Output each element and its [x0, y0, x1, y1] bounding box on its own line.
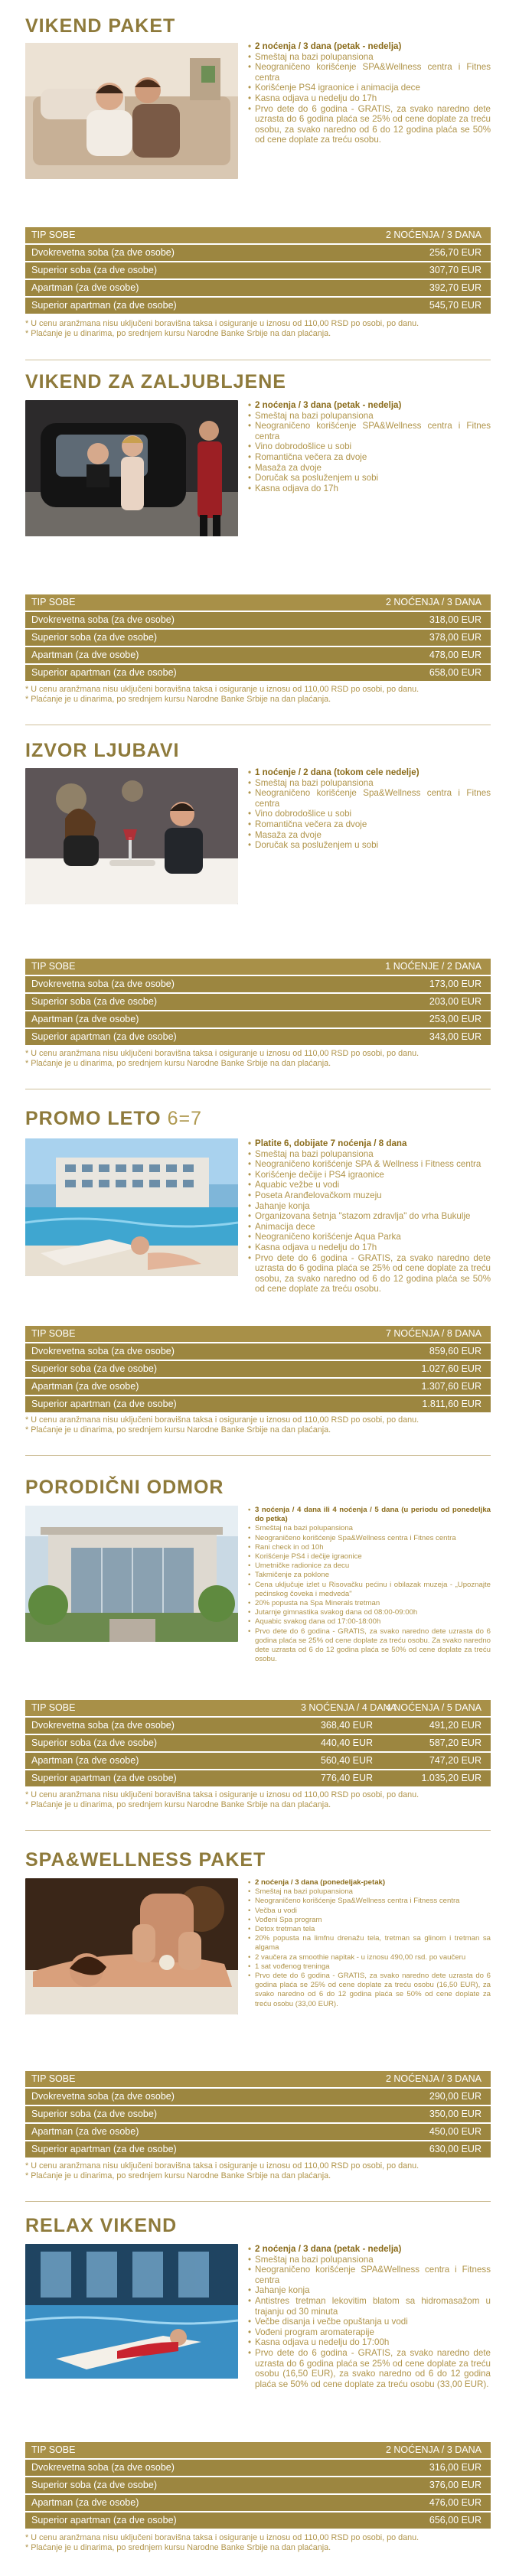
couple-dinner-photo — [25, 768, 238, 904]
room-type-label: Superior soba (za dve osobe) — [31, 2480, 157, 2490]
price-table-row — [25, 262, 491, 278]
price-table-row — [25, 1735, 491, 1751]
price-value: 440,40 EUR — [320, 1737, 374, 1748]
price-value: 173,00 EUR — [429, 979, 481, 989]
hotel-entrance-photo — [25, 1506, 238, 1642]
header-duration: 3 NOĆENJA / 4 DANA — [301, 1702, 397, 1713]
package-feature-item: • Smeštaj na bazi polupansiona — [247, 1149, 491, 1160]
package-features-list — [247, 767, 491, 851]
price-table-header — [25, 1700, 491, 1716]
package-feature-item: • Organizovana šetnja "stazom zdravlja" do vrha Bukulje — [247, 1211, 491, 1222]
package-section — [0, 15, 519, 375]
room-type-label: Superior apartman (za dve osobe) — [31, 1031, 177, 1042]
room-type-label: Apartman (za dve osobe) — [31, 1755, 139, 1766]
package-title — [25, 2215, 177, 2237]
room-type-label: Dvokrevetna soba (za dve osobe) — [31, 2091, 175, 2102]
price-table-row — [25, 1753, 491, 1769]
header-room-type: TIP SOBE — [31, 2444, 76, 2455]
note-line: * Plaćanje je u dinarima, po srednjem kursu Narodne Banke Srbije na dan plaćanja. — [25, 2171, 331, 2180]
price-table-header — [25, 227, 491, 243]
package-title-text: PROMO LETO — [25, 1108, 162, 1129]
package-feature-item: • Romantična večera za dvoje — [247, 452, 491, 463]
header-duration: 4 NOĆENJA / 5 DANA — [385, 1702, 481, 1713]
note-line: * Plaćanje je u dinarima, po srednjem kursu Narodne Banke Srbije na dan plaćanja. — [25, 695, 331, 704]
room-type-label: Apartman (za dve osobe) — [31, 282, 139, 293]
price-value: 1.035,20 EUR — [421, 1773, 481, 1783]
package-feature-item: • Smeštaj na bazi polupansiona — [247, 778, 491, 789]
price-table-row — [25, 280, 491, 296]
package-feature-item: • Neograničeno korišćenje SPA&Wellness centra i Fitnes centra — [247, 421, 491, 441]
couple-dinner-photo-image — [25, 768, 238, 904]
package-feature-item: • Vino dobrodošlice u sobi — [247, 441, 491, 452]
package-feature-item: • Aquabic vežbe u vodi — [247, 1180, 491, 1190]
package-feature-item: • Rani check in od 10h — [247, 1543, 491, 1552]
package-notes — [25, 1790, 500, 1810]
package-feature-item: • Doručak sa posluženjem u sobi — [247, 840, 491, 851]
package-feature-item: • Kasna odjava u nedelju do 17h — [247, 93, 491, 104]
section-divider — [25, 1455, 491, 1456]
package-feature-item: • Večbe disanja i večbe opuštanja u vodi — [247, 2317, 491, 2327]
price-table-row — [25, 2512, 491, 2529]
price-table-row — [25, 1029, 491, 1045]
price-table-row — [25, 298, 491, 314]
price-value: 307,70 EUR — [429, 265, 481, 275]
package-title-text: RELAX VIKEND — [25, 2215, 178, 2236]
package-feature-item: • Neograničeno korišćenje Spa&Wellness centra i Fitnes centra — [247, 788, 491, 809]
room-type-label: Dvokrevetna soba (za dve osobe) — [31, 1720, 175, 1731]
price-value: 478,00 EUR — [429, 650, 481, 660]
package-feature-item: • 2 noćenja / 3 dana (petak - nedelja) — [247, 2244, 491, 2255]
package-title — [25, 371, 286, 393]
package-feature-item: • Jahanje konja — [247, 2285, 491, 2296]
package-feature-item: • Neograničeno korišćenje Spa&Wellness centra i Fitness centra — [247, 1897, 491, 1906]
package-title — [25, 1849, 266, 1871]
package-feature-item: • Prvo dete do 6 godina - GRATIS, za svako naredno dete uzrasta do 6 godina plaća se 25% od cene doplate za treću osobu. Za svako naredno dete uzrasta od 6 do 12 godina plaća se 50% od cene doplate za treću osobu. — [247, 1627, 491, 1665]
package-feature-item: • Korišćenje PS4 igraonice i animacija dece — [247, 83, 491, 93]
room-type-label: Superior soba (za dve osobe) — [31, 2109, 157, 2119]
price-value: 378,00 EUR — [429, 632, 481, 643]
package-feature-item: • Korišćenje dečije i PS4 igraonice — [247, 1170, 491, 1181]
room-type-label: Superior soba (za dve osobe) — [31, 1737, 157, 1748]
price-value: 776,40 EUR — [320, 1773, 374, 1783]
price-table-row — [25, 2089, 491, 2105]
package-section — [0, 1849, 519, 2209]
package-notes — [25, 1415, 500, 1435]
price-table-header — [25, 1326, 491, 1342]
package-title-text: VIKEND PAKET — [25, 15, 176, 37]
price-value: 256,70 EUR — [429, 247, 481, 258]
note-line: * Plaćanje je u dinarima, po srednjem kursu Narodne Banke Srbije na dan plaćanja. — [25, 329, 331, 338]
price-value: 658,00 EUR — [429, 667, 481, 678]
package-feature-item: • Cena uključuje izlet u Risovačku pećinu i obilazak muzeja - „Upoznajte pećinskog čoveka i medveda" — [247, 1581, 491, 1599]
price-value: 1.027,60 EUR — [421, 1363, 481, 1374]
price-table-row — [25, 1718, 491, 1734]
price-table-row — [25, 1396, 491, 1412]
price-value: 747,20 EUR — [429, 1755, 481, 1766]
note-line: * Plaćanje je u dinarima, po srednjem kursu Narodne Banke Srbije na dan plaćanja. — [25, 1059, 331, 1068]
package-title-text: PORODIČNI ODMOR — [25, 1477, 224, 1498]
price-table-row — [25, 1361, 491, 1377]
note-line: * Plaćanje je u dinarima, po srednjem kursu Narodne Banke Srbije na dan plaćanja. — [25, 1425, 331, 1435]
package-feature-item: • Masaža za dvoje — [247, 830, 491, 841]
package-feature-item: • 20% popusta na Spa Minerals tretman — [247, 1599, 491, 1608]
package-feature-item: • Smeštaj na bazi polupansiona — [247, 2255, 491, 2265]
room-type-label: Apartman (za dve osobe) — [31, 2497, 139, 2508]
price-table-row — [25, 2460, 491, 2476]
package-section — [0, 1477, 519, 1836]
room-type-label: Dvokrevetna soba (za dve osobe) — [31, 1346, 175, 1356]
package-feature-item: • Umetničke radionice za decu — [247, 1562, 491, 1571]
price-value: 587,20 EUR — [429, 1737, 481, 1748]
price-table-header — [25, 594, 491, 611]
package-feature-item: • Takmičenje za poklone — [247, 1571, 491, 1580]
hotel-pool-photo-image — [25, 1138, 238, 1276]
package-feature-item: • Kasna odjava u nedelju do 17h — [247, 1242, 491, 1253]
package-title — [25, 1477, 224, 1499]
price-value: 859,60 EUR — [429, 1346, 481, 1356]
package-feature-item: • Aquabic svakog dana od 17:00-18:00h — [247, 1617, 491, 1627]
package-features-list — [247, 1506, 491, 1664]
section-divider — [25, 2201, 491, 2202]
note-line: * Plaćanje je u dinarima, po srednjem kursu Narodne Banke Srbije na dan plaćanja. — [25, 2543, 331, 2552]
price-value: 392,70 EUR — [429, 282, 481, 293]
room-type-label: Dvokrevetna soba (za dve osobe) — [31, 979, 175, 989]
note-line: * U cenu aranžmana nisu uključeni boravišna taksa i osiguranje u iznosu od 110,00 RSD po osobi, po danu. — [25, 685, 419, 694]
price-table-row — [25, 2141, 491, 2158]
price-value: 476,00 EUR — [429, 2497, 481, 2508]
room-type-label: Superior soba (za dve osobe) — [31, 265, 157, 275]
package-feature-item: • Neograničeno korišćenje Spa&Wellness centra i Fitnes centra — [247, 1534, 491, 1543]
header-room-type: TIP SOBE — [31, 961, 76, 972]
package-title — [25, 15, 175, 37]
package-notes — [25, 1049, 500, 1069]
package-feature-item: • Antistres tretman lekovitim blatom sa hidromasažom u trajanju od 30 minuta — [247, 2296, 491, 2317]
package-title-text: VIKEND ZA ZALJUBLJENE — [25, 371, 286, 392]
price-table-row — [25, 2124, 491, 2140]
room-type-label: Superior apartman (za dve osobe) — [31, 667, 177, 678]
price-table-row — [25, 630, 491, 646]
price-value: 560,40 EUR — [320, 1755, 374, 1766]
massage-photo-image — [25, 1878, 238, 2014]
room-type-label: Superior soba (za dve osobe) — [31, 996, 157, 1007]
room-type-label: Superior apartman (za dve osobe) — [31, 1399, 177, 1409]
room-type-label: Apartman (za dve osobe) — [31, 2126, 139, 2137]
price-table-header — [25, 2071, 491, 2087]
package-section — [0, 371, 519, 731]
package-feature-item: • Prvo dete do 6 godina - GRATIS, za svako naredno dete uzrasta do 6 godina plaća se 25% od cene doplate za treću osobu (16,50 EUR), za svako naredno od 6 do 12 godina plaća se 50% od cene doplate za treću osobu (33,00 EUR). — [247, 1972, 491, 2009]
price-table-row — [25, 976, 491, 992]
price-table-row — [25, 1379, 491, 1395]
couple-on-sofa-photo-image — [25, 43, 238, 179]
package-feature-item: • Prvo dete do 6 godina - GRATIS, za svako naredno dete uzrasta do 6 godina plaća se 25% od cene doplate za treću osobu, za svako naredno od 6 do 12 godina plaća se 50% od cene doplate za treću osobu. — [247, 104, 491, 145]
package-feature-item: • 20% popusta na limfnu drenažu tela, tretman sa glinom i tretman sa algama — [247, 1934, 491, 1952]
package-section — [0, 740, 519, 1099]
package-title — [25, 740, 179, 762]
room-type-label: Apartman (za dve osobe) — [31, 1014, 139, 1024]
package-feature-item: • 1 noćenje / 2 dana (tokom cele nedelje) — [247, 767, 491, 778]
note-line: * U cenu aranžmana nisu uključeni boravišna taksa i osiguranje u iznosu od 110,00 RSD po osobi, po danu. — [25, 1049, 419, 1058]
header-room-type: TIP SOBE — [31, 230, 76, 240]
price-table-row — [25, 2106, 491, 2122]
package-feature-item: • Jutarnje gimnastika svakog dana od 08:00-09:00h — [247, 1608, 491, 1617]
package-feature-item: • Jahanje konja — [247, 1201, 491, 1212]
price-table-row — [25, 1343, 491, 1360]
package-feature-item: • Neograničeno korišćenje SPA&Wellness centra i Fitnes centra — [247, 62, 491, 83]
package-notes — [25, 685, 500, 705]
package-feature-item: • Smeštaj na bazi polupansiona — [247, 411, 491, 422]
package-feature-item: • 2 vaučera za smoothie napitak - u iznosu 490,00 rsd. po vaučeru — [247, 1953, 491, 1962]
room-type-label: Dvokrevetna soba (za dve osobe) — [31, 2462, 175, 2473]
room-type-label: Superior apartman (za dve osobe) — [31, 2144, 177, 2154]
package-feature-item: • Detox tretman tela — [247, 1925, 491, 1934]
package-section — [0, 2215, 519, 2574]
package-title-text: SPA&WELLNESS PAKET — [25, 1849, 266, 1871]
package-notes — [25, 319, 500, 339]
hotel-pool-photo — [25, 1138, 238, 1276]
package-notes — [25, 2161, 500, 2181]
package-feature-item: • Romantična večera za dvoje — [247, 819, 491, 830]
package-feature-item: • 3 noćenja / 4 dana ili 4 noćenja / 5 dana (u periodu od ponedeljka do petka) — [247, 1506, 491, 1524]
hotel-entrance-photo-image — [25, 1506, 238, 1642]
package-feature-item: • Vođeni program aromaterapije — [247, 2327, 491, 2338]
package-feature-item: • Neograničeno korišćenje Aqua Parka — [247, 1232, 491, 1242]
package-feature-item: • Neograničeno korišćenje SPA & Wellness i Fitness centra — [247, 1159, 491, 1170]
price-table-row — [25, 2477, 491, 2493]
package-feature-item: • Prvo dete do 6 godina - GRATIS, za svako naredno dete uzrasta do 6 godina plaća se 25% od cene doplate za treću osobu, za svako naredno od 6 do 12 godina plaća se 50% od cene doplate za treću osobu. — [247, 1253, 491, 1295]
package-feature-item: • 1 sat vođenog treninga — [247, 1962, 491, 1972]
package-features-list — [247, 1138, 491, 1295]
package-feature-item: • Prvo dete do 6 godina - GRATIS, za svako naredno dete uzrasta do 6 godina plaća se 25% od cene doplate za treću osobu (16,50 EUR), za svako naredno od 6 do 12 godina plaća se 50% od cene doplate za treću osobu (33,00 EUR). — [247, 2348, 491, 2389]
price-value: 376,00 EUR — [429, 2480, 481, 2490]
package-feature-item: • Smeštaj na bazi polupansiona — [247, 1887, 491, 1897]
couple-on-sofa-photo — [25, 43, 238, 179]
header-duration: 2 NOĆENJA / 3 DANA — [385, 2444, 481, 2455]
room-type-label: Apartman (za dve osobe) — [31, 650, 139, 660]
package-notes — [25, 2533, 500, 2553]
package-feature-item: • 2 noćenja / 3 dana (petak - nedelja) — [247, 400, 491, 411]
price-value: 1.811,60 EUR — [422, 1399, 481, 1409]
package-feature-item: • Doručak sa posluženjem u sobi — [247, 473, 491, 484]
price-table-row — [25, 665, 491, 681]
massage-photo — [25, 1878, 238, 2014]
header-room-type: TIP SOBE — [31, 1702, 76, 1713]
price-value: 630,00 EUR — [429, 2144, 481, 2154]
room-type-label: Superior apartman (za dve osobe) — [31, 2515, 177, 2526]
section-divider — [25, 1830, 491, 1831]
price-value: 316,00 EUR — [429, 2462, 481, 2473]
price-value: 203,00 EUR — [429, 996, 481, 1007]
note-line: * U cenu aranžmana nisu uključeni boravišna taksa i osiguranje u iznosu od 110,00 RSD po osobi, po danu. — [25, 319, 419, 328]
price-value: 318,00 EUR — [429, 614, 481, 625]
package-feature-item: • Korišćenje PS4 i dečije igraonice — [247, 1552, 491, 1562]
package-feature-item: • Kasna odjava u nedelju do 17:00h — [247, 2337, 491, 2348]
price-table-row — [25, 1011, 491, 1027]
package-feature-item: • Animacija dece — [247, 1222, 491, 1233]
room-type-label: Superior apartman (za dve osobe) — [31, 1773, 177, 1783]
price-value: 491,20 EUR — [429, 1720, 481, 1731]
note-line: * U cenu aranžmana nisu uključeni boravišna taksa i osiguranje u iznosu od 110,00 RSD po osobi, po danu. — [25, 1790, 419, 1799]
note-line: * U cenu aranžmana nisu uključeni boravišna taksa i osiguranje u iznosu od 110,00 RSD po osobi, po danu. — [25, 2161, 419, 2171]
package-feature-item: • 2 noćenja / 3 dana (ponedeljak-petak) — [247, 1878, 491, 1887]
package-section — [0, 1108, 519, 1467]
spa-pool-photo — [25, 2244, 238, 2379]
package-features-list — [247, 1878, 491, 2009]
price-value: 656,00 EUR — [429, 2515, 481, 2526]
price-value: 545,70 EUR — [429, 300, 481, 311]
package-feature-item: • Masaža za dvoje — [247, 463, 491, 474]
package-feature-item: • Večba u vodi — [247, 1907, 491, 1916]
price-table-row — [25, 245, 491, 261]
package-title-text: IZVOR LJUBAVI — [25, 740, 180, 761]
price-table-row — [25, 647, 491, 663]
package-features-list — [247, 400, 491, 493]
package-title-suffix: 6=7 — [167, 1108, 202, 1129]
package-features-list — [247, 2244, 491, 2389]
package-feature-item: • Vođeni Spa program — [247, 1916, 491, 1925]
package-feature-item: • Smeštaj na bazi polupansiona — [247, 1524, 491, 1533]
header-duration: 1 NOĆENJE / 2 DANA — [385, 961, 481, 972]
room-type-label: Dvokrevetna soba (za dve osobe) — [31, 614, 175, 625]
price-table-row — [25, 1770, 491, 1786]
price-value: 290,00 EUR — [429, 2091, 481, 2102]
couple-car-photo — [25, 400, 238, 536]
spa-pool-photo-image — [25, 2244, 238, 2379]
header-room-type: TIP SOBE — [31, 1328, 76, 1339]
package-feature-item: • Vino dobrodošlice u sobi — [247, 809, 491, 819]
header-duration: 7 NOĆENJA / 8 DANA — [385, 1328, 481, 1339]
package-title — [25, 1108, 202, 1130]
room-type-label: Superior soba (za dve osobe) — [31, 632, 157, 643]
note-line: * U cenu aranžmana nisu uključeni boravišna taksa i osiguranje u iznosu od 110,00 RSD po osobi, po danu. — [25, 2533, 419, 2542]
package-feature-item: • Neograničeno korišćenje SPA&Wellness centra i Fitness centra — [247, 2265, 491, 2285]
price-value: 368,40 EUR — [320, 1720, 374, 1731]
note-line: * U cenu aranžmana nisu uključeni boravišna taksa i osiguranje u iznosu od 110,00 RSD po osobi, po danu. — [25, 1415, 419, 1425]
price-table-row — [25, 994, 491, 1010]
package-feature-item: • Kasna odjava do 17h — [247, 484, 491, 494]
price-table-row — [25, 612, 491, 628]
price-value: 450,00 EUR — [429, 2126, 481, 2137]
header-duration: 2 NOĆENJA / 3 DANA — [385, 230, 481, 240]
package-feature-item: • 2 noćenja / 3 dana (petak - nedelja) — [247, 41, 491, 52]
header-room-type: TIP SOBE — [31, 2073, 76, 2084]
package-feature-item: • Platite 6, dobijate 7 noćenja / 8 dana — [247, 1138, 491, 1149]
header-duration: 2 NOĆENJA / 3 DANA — [385, 2073, 481, 2084]
room-type-label: Superior soba (za dve osobe) — [31, 1363, 157, 1374]
room-type-label: Dvokrevetna soba (za dve osobe) — [31, 247, 175, 258]
couple-car-photo-image — [25, 400, 238, 536]
price-value: 350,00 EUR — [429, 2109, 481, 2119]
price-value: 253,00 EUR — [429, 1014, 481, 1024]
price-value: 343,00 EUR — [429, 1031, 481, 1042]
room-type-label: Apartman (za dve osobe) — [31, 1381, 139, 1392]
header-duration: 2 NOĆENJA / 3 DANA — [385, 597, 481, 607]
package-feature-item: • Smeštaj na bazi polupansiona — [247, 52, 491, 63]
package-feature-item: • Poseta Aranđelovačkom muzeju — [247, 1190, 491, 1201]
package-features-list — [247, 41, 491, 145]
price-table-header — [25, 959, 491, 975]
room-type-label: Superior apartman (za dve osobe) — [31, 300, 177, 311]
price-value: 1.307,60 EUR — [421, 1381, 481, 1392]
note-line: * Plaćanje je u dinarima, po srednjem kursu Narodne Banke Srbije na dan plaćanja. — [25, 1800, 331, 1809]
price-table-header — [25, 2442, 491, 2458]
header-room-type: TIP SOBE — [31, 597, 76, 607]
price-table-row — [25, 2495, 491, 2511]
